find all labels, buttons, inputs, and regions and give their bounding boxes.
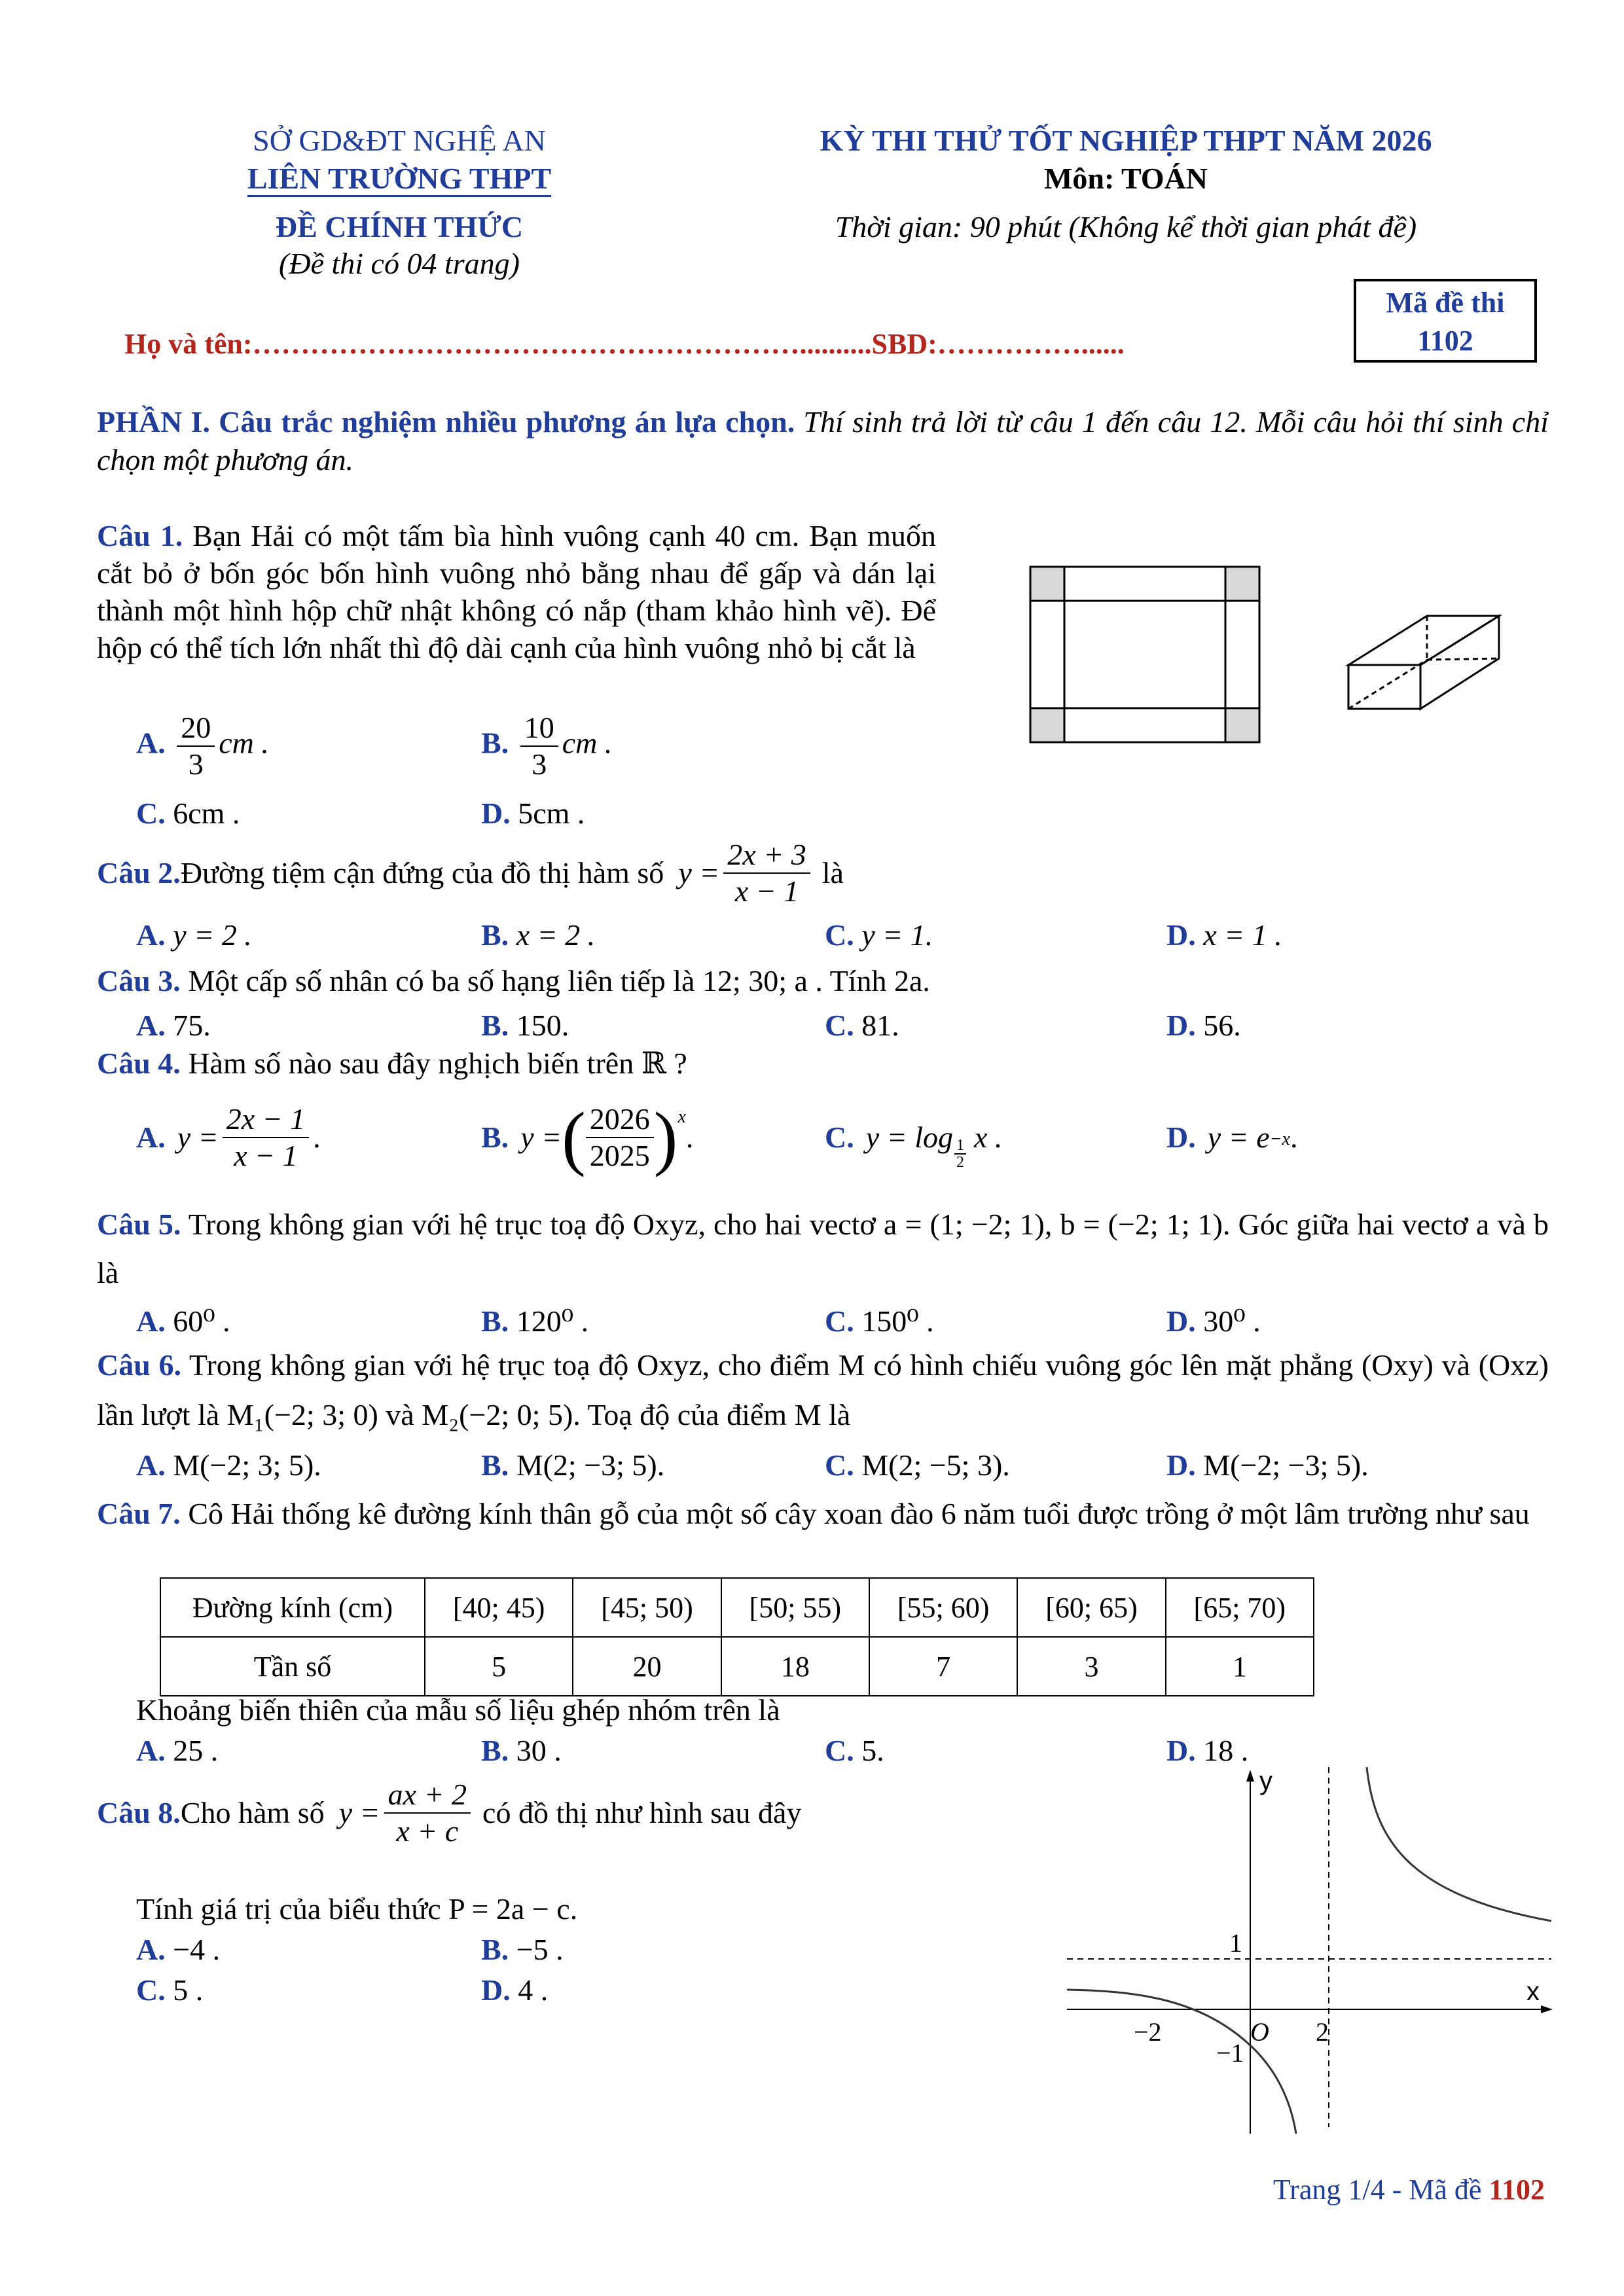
q8-graph — [1060, 1761, 1558, 2140]
q4-c-base — [954, 1138, 966, 1170]
q6-text: Trong không gian với hệ trục toạ độ Oxyz, cho điểm M có hình chiếu vuông góc lên mặt phẳng (Oxy) và (Oxz) lần lượt là M₁(−2; 3; 0) và M₂(−2; 0; 5). Toạ độ của điểm M là — [97, 1348, 1549, 1431]
q8-stem — [97, 1767, 801, 1859]
q8-a-text: −4 . — [173, 1933, 221, 1966]
exam-code-label: Mã đề thi — [1386, 287, 1505, 319]
option-label: C. — [825, 1121, 854, 1154]
class-cell: [65; 70) — [1166, 1578, 1314, 1637]
q3-a-text: 75. — [173, 1009, 211, 1042]
q8-c-text: 5 . — [173, 1973, 204, 2007]
school-name — [164, 160, 635, 198]
q7-a-text: 25 . — [173, 1734, 219, 1767]
table-header-cell: Đường kính (cm) — [160, 1578, 425, 1637]
q4-d-exp: −x — [1269, 1129, 1290, 1149]
q4-c-x: x . — [973, 1121, 1003, 1154]
q3-option-c[interactable] — [825, 1007, 899, 1045]
q7-label: Câu 7. — [97, 1497, 181, 1530]
option-label: A. — [136, 1304, 166, 1338]
y-tick-pos: 1 — [1229, 1928, 1242, 1958]
y-axis-label: y — [1259, 1767, 1272, 1795]
exam-title: KỲ THI THỬ TỐT NGHIỆP THPT NĂM 2026 — [820, 124, 1432, 157]
q2-option-b[interactable] — [481, 916, 595, 954]
option-label: D. — [1166, 918, 1196, 952]
q3-option-d[interactable] — [1166, 1007, 1241, 1045]
option-label: C. — [136, 1973, 166, 2007]
x-tick-neg: −2 — [1134, 2017, 1162, 2047]
q3-b-text: 150. — [516, 1009, 569, 1042]
q4-label: Câu 4. — [97, 1047, 181, 1080]
option-label: A. — [136, 726, 166, 760]
q1-b-num: 10 — [520, 710, 558, 747]
q1-option-b[interactable] — [481, 710, 612, 782]
q6-b-text: M(2; −3; 5). — [516, 1448, 665, 1482]
x-tick-pos: 2 — [1316, 2017, 1329, 2047]
option-label: D. — [1166, 1734, 1196, 1767]
q2-text: Đường tiệm cận đứng của đồ thị hàm số — [180, 856, 664, 889]
q2-b-text: x = 2 . — [516, 918, 596, 952]
q5-a-text: 60⁰ . — [173, 1304, 230, 1338]
class-cell: [60; 65) — [1017, 1578, 1165, 1637]
q1-a-num: 20 — [177, 710, 215, 747]
q4-c-base-num: 1 — [954, 1138, 966, 1155]
q8-option-c[interactable] — [136, 1971, 203, 2009]
q2-c-text: y = 1. — [861, 918, 933, 952]
option-label: D. — [481, 797, 511, 830]
q2-stem — [97, 827, 844, 919]
option-label: C. — [136, 797, 166, 830]
table-row — [160, 1637, 1314, 1696]
q8-den: x + c — [396, 1814, 459, 1848]
option-label: A. — [136, 1009, 166, 1042]
q6-option-a[interactable] — [136, 1446, 321, 1484]
option-label: B. — [481, 1009, 509, 1042]
q1-b-unit: cm . — [562, 726, 613, 760]
option-label: B. — [481, 726, 509, 760]
q4-a-den: x − 1 — [234, 1139, 298, 1172]
q4-d-text: y = e — [1207, 1121, 1270, 1154]
q6-option-b[interactable] — [481, 1446, 664, 1484]
freq-cell: 3 — [1017, 1637, 1165, 1696]
q1-a-unit: cm . — [219, 726, 269, 760]
exam-time: Thời gian: 90 phút (Không kể thời gian phát đề) — [835, 210, 1417, 243]
q8-d-text: 4 . — [518, 1973, 549, 2007]
open-box — [1348, 616, 1499, 709]
q5-c-text: 150⁰ . — [861, 1304, 934, 1338]
q6-option-c[interactable] — [825, 1446, 1010, 1484]
q5-option-d[interactable] — [1166, 1302, 1261, 1340]
option-label: A. — [136, 1448, 166, 1482]
cut-corner — [1030, 567, 1064, 601]
q5-b-text: 120⁰ . — [516, 1304, 589, 1338]
option-label: C. — [825, 1448, 854, 1482]
option-label: D. — [1166, 1448, 1196, 1482]
exam-code-value: 1102 — [1417, 325, 1473, 357]
pages-note: (Đề thi có 04 trang) — [279, 247, 520, 280]
q6-stem — [97, 1340, 1549, 1440]
q1-a-fraction — [177, 710, 215, 782]
q1-d-text: 5cm . — [518, 797, 585, 830]
q1-option-a[interactable] — [136, 710, 269, 782]
class-cell: [50; 55) — [721, 1578, 869, 1637]
q8-text: Cho hàm số — [180, 1796, 325, 1829]
footer-page: Trang 1/4 - Mã đề — [1272, 2174, 1489, 2206]
q2-fraction — [723, 837, 810, 909]
q7-option-a[interactable] — [136, 1732, 218, 1770]
q3-option-a[interactable] — [136, 1007, 211, 1045]
q3-option-b[interactable] — [481, 1007, 569, 1045]
q2-num: 2x + 3 — [723, 837, 810, 874]
q6-label: Câu 6. — [97, 1348, 182, 1382]
option-label: B. — [481, 1304, 509, 1338]
exam-code-box — [1354, 279, 1537, 363]
q4-b-y: y = — [520, 1121, 562, 1154]
q8-fraction — [384, 1777, 471, 1849]
q6-c-text: M(2; −5; 3). — [861, 1448, 1010, 1482]
q8-option-b[interactable] — [481, 1931, 564, 1969]
q8-option-a[interactable] — [136, 1931, 220, 1969]
square-sheet — [1030, 567, 1259, 742]
class-cell: [55; 60) — [869, 1578, 1017, 1637]
option-label: D. — [1166, 1009, 1196, 1042]
option-label: B. — [481, 918, 509, 952]
x-axis-arrow — [1541, 2005, 1553, 2013]
q2-option-d[interactable] — [1166, 916, 1282, 954]
q4-option-c[interactable] — [825, 1092, 1002, 1183]
q4-b-exp: x — [677, 1107, 686, 1127]
part1-heading — [97, 403, 1549, 479]
q2-den: x − 1 — [734, 874, 799, 908]
q5-label: Câu 5. — [97, 1208, 181, 1241]
q6-d-text: M(−2; −3; 5). — [1203, 1448, 1369, 1482]
q4-text: Hàm số nào sau đây nghịch biến trên ℝ ? — [180, 1047, 687, 1080]
freq-cell: 1 — [1166, 1637, 1314, 1696]
q5-option-a[interactable] — [136, 1302, 230, 1340]
q5-d-text: 30⁰ . — [1203, 1304, 1261, 1338]
option-label: B. — [481, 1448, 509, 1482]
q4-b-den: 2025 — [589, 1139, 650, 1172]
class-cell: [45; 50) — [573, 1578, 721, 1637]
q7-c-text: 5. — [861, 1734, 884, 1767]
q3-text: Một cấp số nhân có ba số hạng liên tiếp là 12; 30; a . Tính 2a. — [180, 964, 930, 997]
q7-b-text: 30 . — [516, 1734, 562, 1767]
subject: Môn: TOÁN — [1043, 162, 1208, 195]
q5-text: Trong không gian với hệ trục toạ độ Oxyz, cho hai vectơ a = (1; −2; 1), b = (−2; 1; 1). Góc giữa hai vectơ a và b là — [97, 1208, 1549, 1289]
q2-option-c[interactable] — [825, 916, 933, 954]
option-label: A. — [136, 918, 166, 952]
option-label: B. — [481, 1734, 509, 1767]
q7-question: Khoảng biến thiên của mẫu số liệu ghép nhóm trên là — [136, 1693, 780, 1727]
q2-label: Câu 2. — [97, 856, 181, 889]
q2-option-a[interactable] — [136, 916, 252, 954]
option-label: D. — [1166, 1121, 1196, 1154]
q2-d-text: x = 1 . — [1203, 918, 1282, 952]
q8-func-y: y = — [338, 1796, 380, 1829]
table-header-cell: Tần số — [160, 1637, 425, 1696]
option-label: C. — [825, 1304, 854, 1338]
q4-option-d[interactable]: D. y = e −x . — [1166, 1092, 1297, 1183]
q3-label: Câu 3. — [97, 964, 181, 997]
class-cell: [40; 45) — [425, 1578, 573, 1637]
q4-option-b[interactable]: B. y = ( $\frac{2026}{2025}$ ) x . — [481, 1098, 694, 1177]
option-label: A. — [136, 1121, 166, 1154]
q8-option-d[interactable] — [481, 1971, 548, 2009]
q2-a-text: y = 2 . — [173, 918, 252, 952]
q4-b-num: 2026 — [586, 1102, 654, 1138]
q2-func-y: y = — [678, 856, 720, 889]
q4-c-base-den: 2 — [956, 1154, 964, 1171]
q4-option-a[interactable]: A. y = $\frac{2x - 1}{x - 1}$ . — [136, 1102, 321, 1172]
q1-c-text: 6cm . — [173, 797, 240, 830]
option-label: D. — [481, 1973, 511, 2007]
option-label: A. — [136, 1734, 166, 1767]
q8-tail: có đồ thị như hình sau đây — [482, 1796, 802, 1829]
q4-a-fraction — [223, 1102, 309, 1174]
q7-text: Cô Hải thống kê đường kính thân gỗ của một số cây xoan đào 6 năm tuổi được trồng ở một lâm trường như sau — [180, 1497, 1530, 1530]
q3-c-text: 81. — [861, 1009, 899, 1042]
q1-text: Bạn Hải có một tấm bìa hình vuông cạnh 40 cm. Bạn muốn cắt bỏ ở bốn góc bốn hình vuông nhỏ bằng nhau để gấp và dán lại thành một hình hộp chữ nhật không có nắp (tham khảo hình vẽ). Để hộp có thể tích lớn nhất thì độ dài cạnh của hình vuông nhỏ bị cắt là — [97, 519, 937, 664]
q7-option-c[interactable] — [825, 1732, 884, 1770]
frequency-table — [160, 1577, 1314, 1696]
page-footer — [1178, 2172, 1545, 2208]
school-name-text: LIÊN TRƯỜNG THPT — [247, 162, 551, 197]
q8-question: Tính giá trị của biểu thức P = 2a − c. — [136, 1892, 578, 1926]
q5-stem — [97, 1200, 1549, 1297]
left-paren: ( — [562, 1098, 586, 1177]
footer-code: 1102 — [1489, 2174, 1545, 2206]
option-label: D. — [1166, 1304, 1196, 1338]
origin-label: O — [1250, 2017, 1269, 2047]
q4-b-fraction — [586, 1102, 654, 1174]
q5-option-b[interactable] — [481, 1302, 588, 1340]
y-tick-neg: −1 — [1216, 2038, 1244, 2068]
q1-stem — [97, 517, 936, 666]
q1-a-den: 3 — [188, 747, 204, 781]
q4-c-text: y = log — [865, 1121, 953, 1154]
cut-corner — [1225, 708, 1259, 742]
option-label: C. — [825, 918, 854, 952]
q8-label: Câu 8. — [97, 1796, 181, 1829]
part1-title: PHẦN I. Câu trắc nghiệm nhiều phương án lựa chọn. — [97, 405, 795, 439]
q4-a-num: 2x − 1 — [223, 1102, 309, 1138]
dept-name: SỞ GD&ĐT NGHỆ AN — [253, 124, 546, 157]
q8-b-text: −5 . — [516, 1933, 564, 1966]
cut-corner — [1030, 708, 1064, 742]
freq-cell: 18 — [721, 1637, 869, 1696]
name-sbd-line: Họ và tên:…………………………………………………..........SBD:……………...... — [124, 328, 1125, 360]
q5-option-c[interactable] — [825, 1302, 934, 1340]
x-axis-label: x — [1526, 1977, 1540, 2006]
left-branch — [1067, 1990, 1296, 2134]
q4-stem — [97, 1045, 687, 1083]
official-label: ĐỀ CHÍNH THỨC — [275, 210, 524, 243]
option-label: B. — [481, 1121, 509, 1154]
q8-num: ax + 2 — [384, 1777, 471, 1814]
q3-stem — [97, 962, 930, 1000]
cut-corner — [1225, 567, 1259, 601]
option-label: C. — [825, 1009, 854, 1042]
q2-tail: là — [821, 856, 844, 889]
q7-d-text: 18 . — [1203, 1734, 1249, 1767]
q1-b-fraction — [520, 710, 558, 782]
part1-instruction: Thí sinh trả lời từ câu 1 đến câu 12. Mỗi câu hỏi thí sinh chỉ chọn một phương án. — [97, 405, 1549, 476]
q1-label: Câu 1. — [97, 519, 183, 552]
y-axis-arrow — [1246, 1770, 1254, 1782]
q4-a-y: y = — [177, 1121, 219, 1154]
table-row — [160, 1578, 1314, 1637]
freq-cell: 5 — [425, 1637, 573, 1696]
option-label: C. — [825, 1734, 854, 1767]
q7-option-b[interactable] — [481, 1732, 562, 1770]
right-paren: ) — [653, 1098, 678, 1177]
q6-option-d[interactable] — [1166, 1446, 1369, 1484]
freq-cell: 20 — [573, 1637, 721, 1696]
option-label: A. — [136, 1933, 166, 1966]
option-label: B. — [481, 1933, 509, 1966]
q1-b-den: 3 — [532, 747, 547, 781]
q1-figure — [1021, 554, 1558, 750]
q6-a-text: M(−2; 3; 5). — [173, 1448, 321, 1482]
freq-cell: 7 — [869, 1637, 1017, 1696]
q7-stem — [97, 1495, 1549, 1533]
q3-d-text: 56. — [1203, 1009, 1241, 1042]
right-branch — [1367, 1767, 1551, 1921]
